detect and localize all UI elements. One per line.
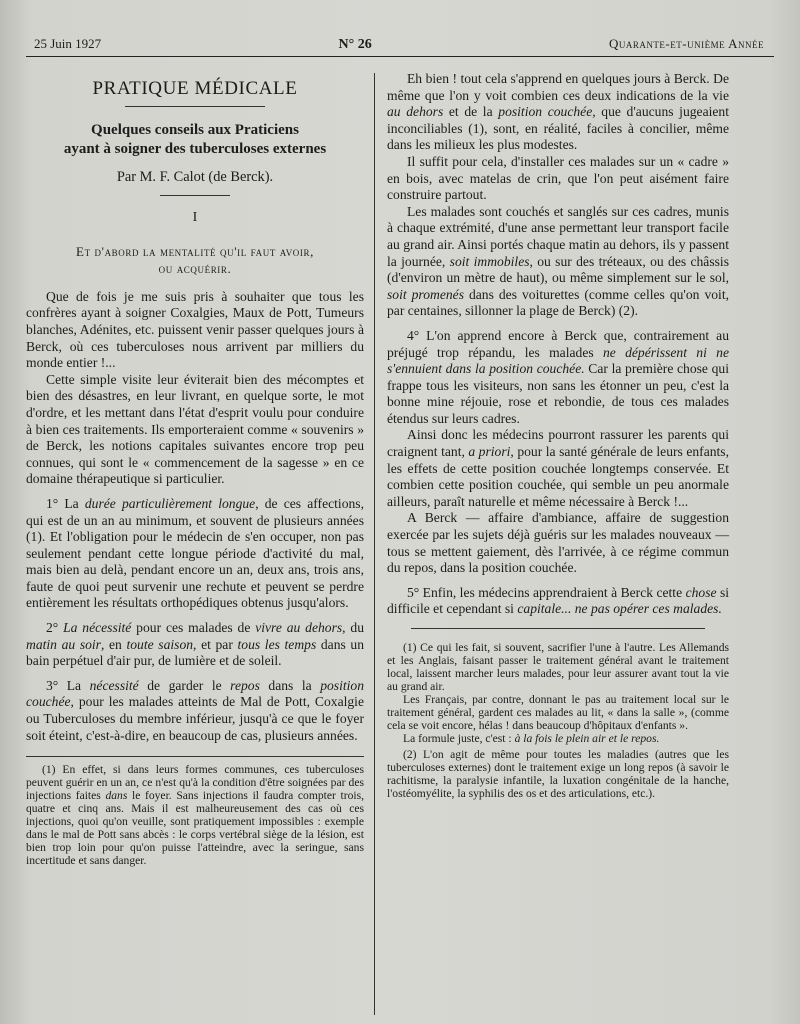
text: dans des voiturettes (comme celles qu'on voit, par centaines, sillonner la plage de Berck) (2). [387,286,730,319]
text: 3° La [46,677,90,693]
footnote-1: (1) Ce qui les fait, si souvent, sacrifier l'une à l'autre. Les Allemands et les Anglais, faisant passer le traitement général avant le traitement local, laissent marcher leurs malades, pour leur assurer avant tout la vie au grand air. [387,641,729,693]
text: que d'aucuns jugeaient inconciliables (1), sont, en réalité, faciles à concilier, même dans les milieux les plus modestes. [387,104,730,153]
paragraph-point-1 [26,496,364,612]
paragraph [387,71,729,154]
issue-number: N° 26 [338,37,372,52]
emphasis: vivre au dehors [255,620,343,636]
text: Ainsi donc les médecins pourront rassurer les parents qui craignent tant, [387,427,729,460]
volume-year: Quarante-et-unième Année [609,36,764,51]
emphasis: au dehors [387,104,444,120]
part-heading-line2: ou acquérir. [158,260,232,276]
text: le foyer. Sans injections il faudra compter trois, quatre et cinq ans. Mais il est malheureusement des cas où ces injections, quoi qu'on veuille, sont pratiquement impossibles : exemple dans le mal de Pott sans abcès : le corps vertébral siège de la lésion, est bien trop loin pour qu'on puisse l'atteindre, avec la seringue, sans incertitude et sans danger. [26,789,364,868]
text: La formule juste, c'est : [403,732,515,745]
emphasis: à la fois le plein air et le repos. [514,732,660,745]
text: dans un bain perpétuel d'air pur, de lumière et de soleil. [26,636,365,669]
byline: Par M. F. Calot (de Berck). [116,168,274,185]
text: , pour la santé générale de leurs enfants, les effets de cette position couchée longtemps conservée. Et combien cette position couchée, qui semble un peu anormale ailleurs, paraît naturelle et même nécessaire à Berck !... [387,444,729,509]
text: (1) En effet, si dans leurs formes communes, ces tuberculoses peuvent guérir en un an, ce n'est qu'à la condition d'être soignées par des injections faites [26,763,364,803]
text: et de la [443,104,499,120]
text: 2° [46,620,64,636]
emphasis: a priori [468,444,511,460]
right-footnotes [387,641,729,800]
text: 4° L'on apprend encore à Berck que, contrairement au préjugé trop répandu, les malades [387,327,729,360]
part-heading-line1: Et d'abord la mentalité qu'il faut avoir, [76,243,314,259]
text: 1° La [46,495,85,511]
text: , et par [193,636,238,652]
paragraph: A Berck — affaire d'ambiance, affaire de suggestion exercée par les sujets déjà guéris sur les malades nouveaux — tous se mettent gaiement, dès l'arrivée, à ce régime commun du repos, dans la position couchée. [387,510,729,576]
text: , de ces affections, qui est de un an au minimum, et souvent de plusieurs années (1). Et l'obligation pour le médecin de s'en occuper, non pas seulement pendant cette longue période d'activité du mal, mais bien au delà, pendant encore un an, deux ans, trois ans, faute de quoi peut survenir une rechute et peuvent se perdre entièrement les résultats orthopédiques obtenus jusqu'alors. [26,495,364,611]
emphasis: matin au soir [26,636,101,652]
emphasis: position couchée [26,677,364,710]
footnote-1-conclusion [387,732,729,745]
emphasis: La nécessité [63,620,132,636]
paragraph: Que de fois je me suis pris à souhaiter que tous les confrères ayant à soigner Coxalgies, Maux de Pott, Tumeurs blanches, Adénites, etc. puissent venir passer quelques jours à Berck, où ces tuberculoses nous arrivent par milliers du monde entier !... [26,288,364,371]
emphasis: toute saison [126,636,194,652]
emphasis: position couchée, [498,104,596,120]
right-column [375,71,729,1015]
paragraph-point-2 [26,620,364,670]
emphasis: durée particulièrement longue [84,495,256,511]
text: , du [342,620,364,636]
text: Eh bien ! tout cela s'apprend en quelques jours à Berck. De même que l'on y voit combien ces deux indications de la vie [387,71,729,103]
emphasis: soit promenés [387,286,464,302]
part-heading [26,243,364,277]
section-title: PRATIQUE MÉDICALE [92,78,298,99]
text: , ou sur des tréteaux, ou des châssis (d'environ un mètre de haut), ou même simplement sur le sol, [387,253,729,286]
paragraph-point-4 [387,328,729,428]
emphasis: chose [685,584,717,600]
text: dans la [259,677,321,693]
footnote-2: (2) L'on agit de même pour toutes les maladies (autres que les tuberculoses externes) dont le traitement exige un long repos (à savoir le rachitisme, la paralysie infantile, la luxation congénitale de la hanche, l'ostéomyélite, la syphilis des os et des articulations, etc.). [387,748,729,800]
article-title-line2: ayant à soigner des tuberculoses externes [63,140,327,157]
emphasis: dans [105,789,128,803]
article-columns [26,71,774,1015]
text: , en [100,636,127,652]
emphasis: ne dépérissent ni ne s'ennuient dans la position couchée. [387,344,729,377]
byline-rule [160,195,230,196]
paragraph: Il suffit pour cela, d'installer ces malades sur un « cadre » en bois, avec matelas de crin, que l'on peut aisément faire construire partout. [387,153,729,203]
left-footnotes [26,756,364,867]
paragraph [387,204,729,320]
footnote-1 [26,763,364,867]
title-rule [125,106,265,107]
text: si difficile et cependant si [387,584,730,617]
issue-date: 25 Juin 1927 [34,36,102,51]
emphasis: repos [230,677,260,693]
left-column [26,71,374,1015]
paragraph: Cette simple visite leur éviterait bien des mécomptes et bien des désastres, en leur livrant, en quelque sorte, le mot d'ordre, et les mettant dans l'état d'esprit voulu pour conduire à bien ces traitements. Ils emporteraient comme « souvenirs » de Berck, les notions capitales suivantes encore trop peu connues, qui sont le « commencement de la sagesse » en ce domaine thérapeutique si particulier. [26,371,364,487]
paragraph-point-5 [387,585,729,618]
text: , pour les malades atteints de Mal de Pott, Coxalgie ou Tuberculoses du membre inférieur, jusqu'à ce que le foyer soit éteint, c'est-à-dire, en beaucoup de cas, plusieurs années. [26,694,364,743]
emphasis: capitale... ne pas opérer ces malades. [517,601,722,617]
emphasis: tous les temps [237,636,317,652]
text: pour ces malades de [131,620,256,636]
text: Car la première chose qui frappe tous les visiteurs, non sans les étonner un peu, c'est la bonne mine réjouie, rose et rebondie, de tous ces malades étendus sur leurs cadres. [387,361,729,426]
paragraph-point-3 [26,678,364,744]
page-header [26,36,774,57]
article-title [26,121,364,159]
emphasis: soit immobiles [449,253,530,269]
paragraph [387,427,729,510]
text: 5° Enfin, les médecins apprendraient à Berck cette [407,584,686,600]
emphasis: nécessité [89,677,139,693]
text: Les malades sont couchés et sanglés sur ces cadres, munis à chaque extrémité, d'une anse permettant leur transport facile au grand air. Ainsi portés chaque matin au dehors, ils y passent la journée, [387,203,729,269]
text: de garder le [138,677,231,693]
part-number: I [192,210,198,226]
article-title-line1: Quelques conseils aux Praticiens [91,121,299,138]
footnote-1-cont: Les Français, par contre, donnant le pas au traitement local sur le traitement général, gardent ces malades au lit, « dans la salle », (comme cela se voit encore, hélas ! dans beaucoup d'hôpitaux d'enfants ». [387,693,729,732]
footnote-rule [411,628,705,629]
